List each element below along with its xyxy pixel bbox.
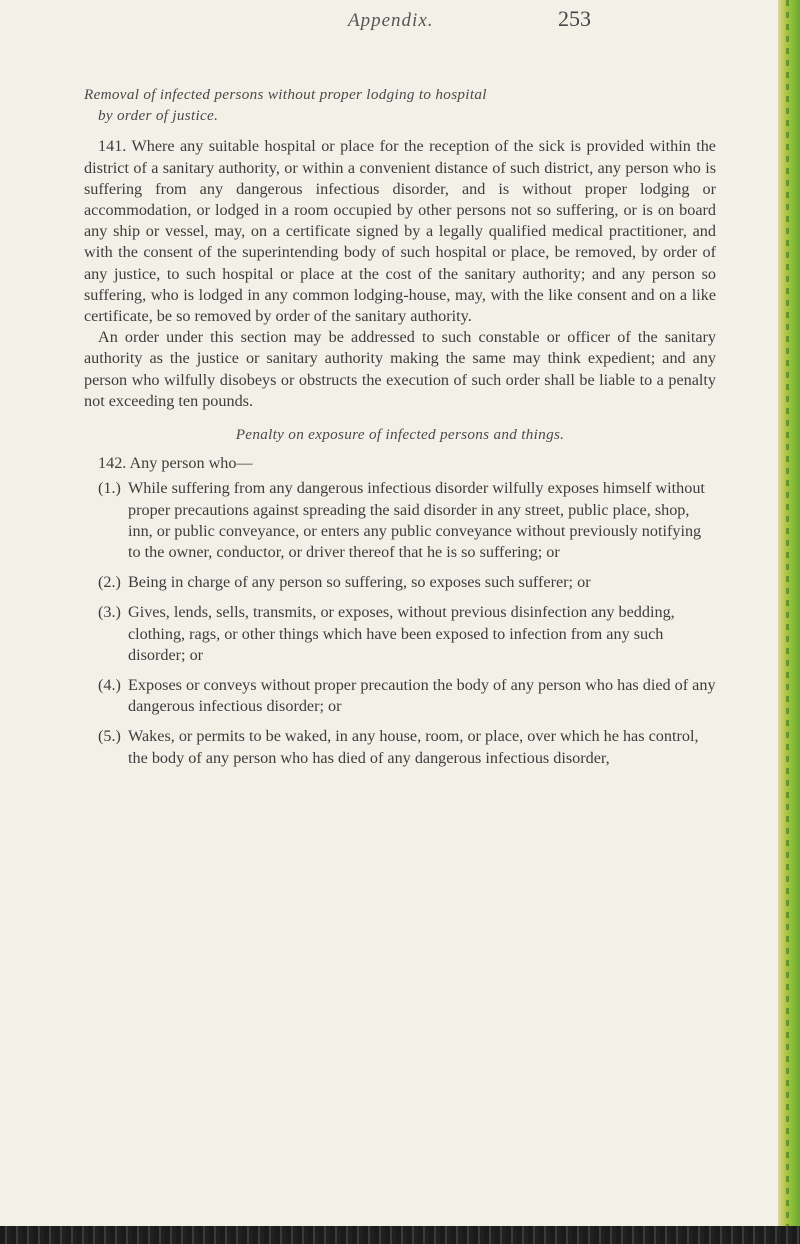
list-item-number: (1.) xyxy=(98,479,121,498)
section-141-heading: Removal of infected persons without proper lodging to hospital xyxy=(84,86,487,103)
list-item-text: While suffering from any dangerous infectious disorder wilfully exposes himself without proper precautions against spreading the said disorder in any street, public place, shop, inn, or public conveyance, or enters any public conveyance without previously notifying to the owner, conductor, or driver thereof that he is so suffering; or xyxy=(128,479,705,562)
list-item-text: Exposes or conveys without proper precaution the body of any person who has died of any dangerous infectious disorder; or xyxy=(128,676,716,716)
list-item-text: Gives, lends, sells, transmits, or exposes, without previous disinfection any bedding, clothing, rags, or other things which have been exposed to infection from any such disorder; or xyxy=(128,603,675,664)
list-item xyxy=(84,726,716,768)
section-141-paragraph xyxy=(84,136,716,327)
list-item xyxy=(84,478,716,563)
section-141-text: Where any suitable hospital or place for the reception of the sick is provided within the district of a sanitary authority, or within a convenient distance of such district, any person who is suffering from any dangerous infectious disorder, and is without proper lodging or accommodation, or lodged in a room occupied by other persons not so suffering, or is on board any ship or vessel, may, on a certificate signed by a legally qualified medical practitioner, and with the consent of the superintending body of such hospital or place, be removed, by order of any justice, to such hospital or place at the cost of the sanitary authority; and any person so suffering, who is lodged in any common lodging-house, may, with the like consent and on a like certificate, be so removed by order of the sanitary authority. xyxy=(84,137,716,326)
section-141-number: 141. xyxy=(98,137,127,156)
book-edge xyxy=(778,0,800,1244)
list-item-text: Being in charge of any person so suffering, so exposes such sufferer; or xyxy=(128,573,591,592)
list-item xyxy=(84,602,716,666)
list-item-number: (3.) xyxy=(98,603,121,622)
list-item-number: (2.) xyxy=(98,573,121,592)
page-number: 253 xyxy=(558,6,591,31)
list-item xyxy=(84,572,716,593)
section-142-heading: Penalty on exposure of infected persons and things. xyxy=(235,426,565,444)
scan-bottom-edge xyxy=(0,1226,800,1244)
section-142-number: 142. xyxy=(98,454,127,473)
page-header xyxy=(0,6,778,36)
list-item-text: Wakes, or permits to be waked, in any house, room, or place, over which he has control, the body of any person who has died of any dangerous infectious disorder, xyxy=(128,727,699,767)
section-142-intro xyxy=(84,453,716,474)
section-141-paragraph-2: An order under this section may be addressed to such constable or officer of the sanitary authority as the justice or sanitary authority making the same may think expedient; and any person who wilfully disobeys or obstructs the execution of such order shall be liable to a penalty not exceeding ten pounds. xyxy=(84,328,716,410)
running-head: Appendix. xyxy=(348,10,434,31)
section-141-heading-cont: by order of justice. xyxy=(98,107,219,125)
list-item xyxy=(84,675,716,717)
section-142-intro-text: Any person who— xyxy=(129,454,253,473)
page-body xyxy=(84,84,716,778)
list-item-number: (4.) xyxy=(98,676,121,695)
list-item-number: (5.) xyxy=(98,727,121,746)
